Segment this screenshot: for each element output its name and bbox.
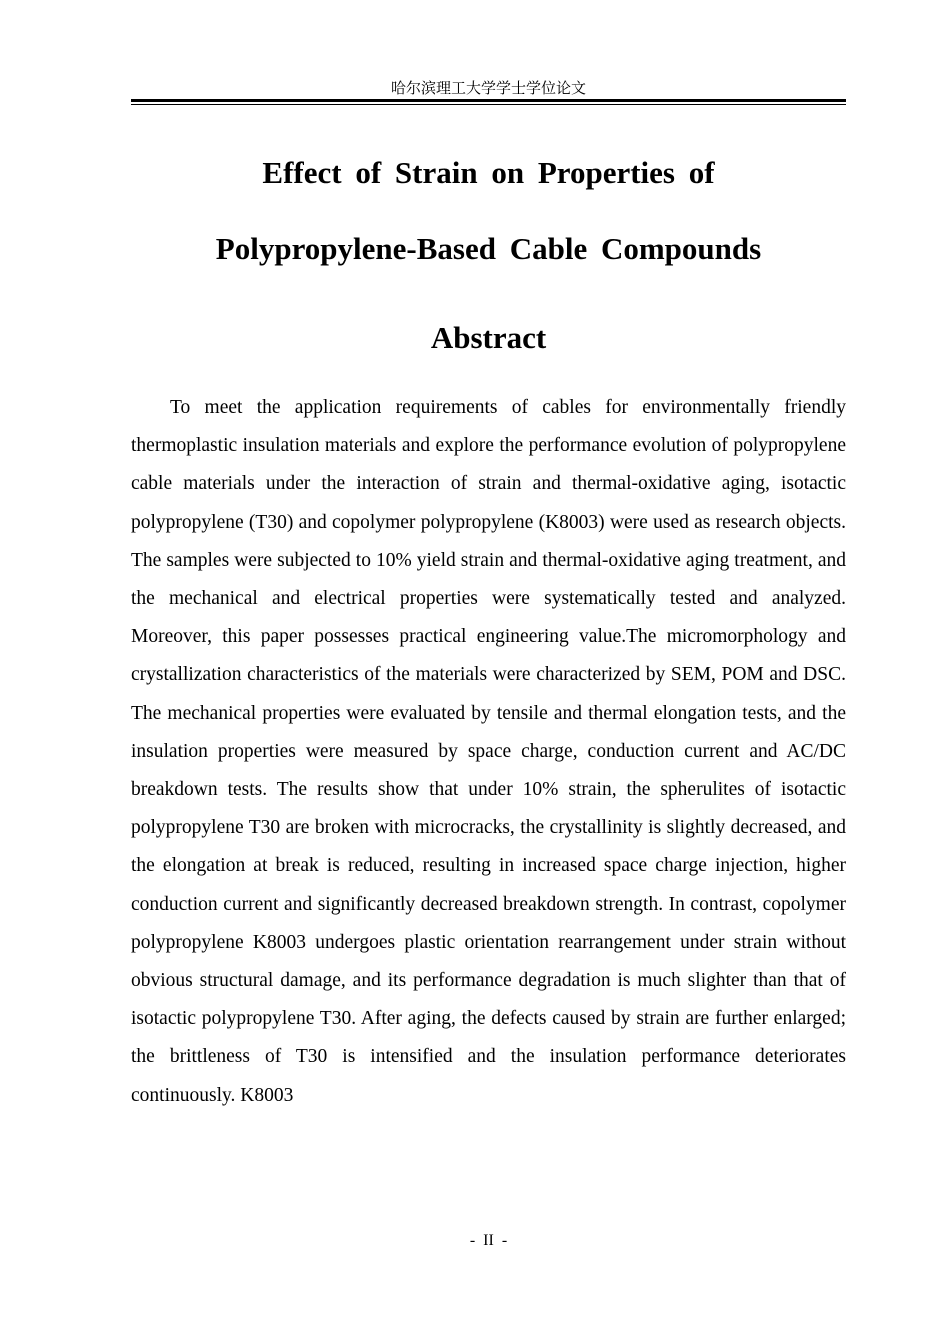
header-rule-thick <box>131 99 846 102</box>
page-number: - II - <box>469 1232 508 1249</box>
title-line-2: Polypropylene-Based Cable Compounds <box>215 231 762 266</box>
abstract-body: To meet the application requirements of cables for environmentally friendly thermoplastic insulation materials and explore the performance evolution of polypropylene cable materials under the interaction of strain and thermal-oxidative aging, isotactic polypropylene (T30) and copolymer polypropylene (K8003) were used as research objects. The samples were subjected to 10% yield strain and thermal-oxidative aging treatment, and the mechanical and electrical properties were systematically tested and analyzed. Moreover, this paper possesses practical engineering value.The micromorphology and crystallization characteristics of the materials were characterized by SEM, POM and DSC. The mechanical properties were evaluated by tensile and thermal elongation tests, and the insulation properties were measured by space charge, conduction current and AC/DC breakdown tests. The results show that under 10% strain, the spherulites of isotactic polypropylene T30 are broken with microcracks, the crystallinity is slightly decreased, and the elongation at break is reduced, resulting in increased space charge injection, higher conduction current and significantly decreased breakdown strength. In contrast, copolymer polypropylene K8003 undergoes plastic orientation rearrangement under strain without obvious structural damage, and its performance degradation is much slighter than that of isotactic polypropylene T30. After aging, the defects caused by strain are further enlarged; the brittleness of T30 is intensified and the insulation performance deteriorates continuously. K8003 <box>131 397 846 1106</box>
abstract-heading: Abstract <box>430 320 547 355</box>
running-header: 哈尔滨理工大学学士学位论文 <box>390 79 586 97</box>
header-rule-thin <box>131 104 846 105</box>
title-line-1: Effect of Strain on Properties of <box>262 155 715 190</box>
